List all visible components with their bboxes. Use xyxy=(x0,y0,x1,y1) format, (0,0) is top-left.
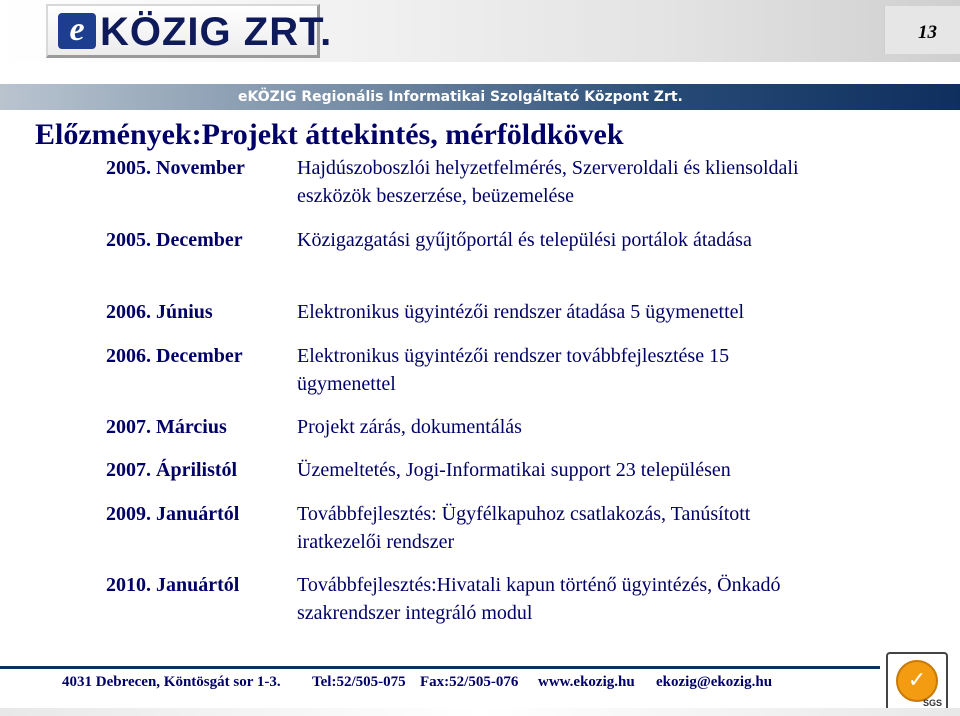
certification-badge xyxy=(886,652,948,712)
footer-divider xyxy=(0,666,880,669)
footer-email-link[interactable]: ekozig@ekozig.hu xyxy=(656,674,773,690)
milestone-date: 2006. Június xyxy=(106,301,213,323)
milestone-description: Üzemeltetés, Jogi-Informatikai support 23 településen xyxy=(297,459,731,481)
footer-website-link[interactable]: www.ekozig.hu xyxy=(538,674,635,690)
checkmark-icon: ✓ xyxy=(896,660,938,702)
slide-header xyxy=(0,0,960,112)
milestone-date: 2005. November xyxy=(106,157,245,179)
milestone-description: Közigazgatási gyűjtőportál és települési portálok átadása xyxy=(297,229,752,251)
page-number: 13 xyxy=(918,22,937,43)
footer-address: 4031 Debrecen, Köntösgát sor 1-3. xyxy=(62,674,281,690)
milestone-description: Elektronikus ügyintézői rendszer átadása 5 ügymenettel xyxy=(297,301,745,323)
footer-phone: Tel:52/505-075 xyxy=(312,674,406,690)
milestone-date: 2005. December xyxy=(106,229,243,251)
banner-text: eKÖZIG Regionális Informatikai Szolgáltató Központ Zrt. xyxy=(238,89,683,105)
milestone-description: Projekt zárás, dokumentálás xyxy=(297,416,522,438)
bottom-strip xyxy=(0,708,960,716)
milestone-description: Elektronikus ügyintézői rendszer továbbfejlesztése 15 ügymenettel xyxy=(297,345,730,395)
organization-banner xyxy=(0,84,960,110)
milestone-description: Továbbfejlesztés:Hivatali kapun történő ügyintézés, Önkadó szakrendszer integráló modul xyxy=(297,574,781,624)
company-logo xyxy=(46,4,333,58)
slide-title: Előzmények:Projekt áttekintés, mérföldkövek xyxy=(35,118,624,151)
milestone-date: 2010. Januártól xyxy=(106,574,240,596)
page-number-box xyxy=(884,6,960,54)
milestone-date: 2006. December xyxy=(106,345,243,367)
footer-fax: Fax:52/505-076 xyxy=(420,674,519,690)
logo-wordmark: KÖZIG ZRT. xyxy=(100,10,333,54)
milestone-date: 2007. Március xyxy=(106,416,227,438)
milestone-description: Továbbfejlesztés: Ügyfélkapuhoz csatlakozás, Tanúsított iratkezelői rendszer xyxy=(297,503,751,553)
slide-footer xyxy=(0,666,960,700)
milestone-date: 2007. Áprilistól xyxy=(106,459,238,481)
cert-label: SGS xyxy=(922,698,942,708)
logo-e-mark: e xyxy=(58,13,96,49)
milestone-date: 2009. Januártól xyxy=(106,503,240,525)
milestone-description: Hajdúszoboszlói helyzetfelmérés, Szerveroldali és kliensoldali eszközök beszerzése, beüzemelése xyxy=(297,157,799,207)
